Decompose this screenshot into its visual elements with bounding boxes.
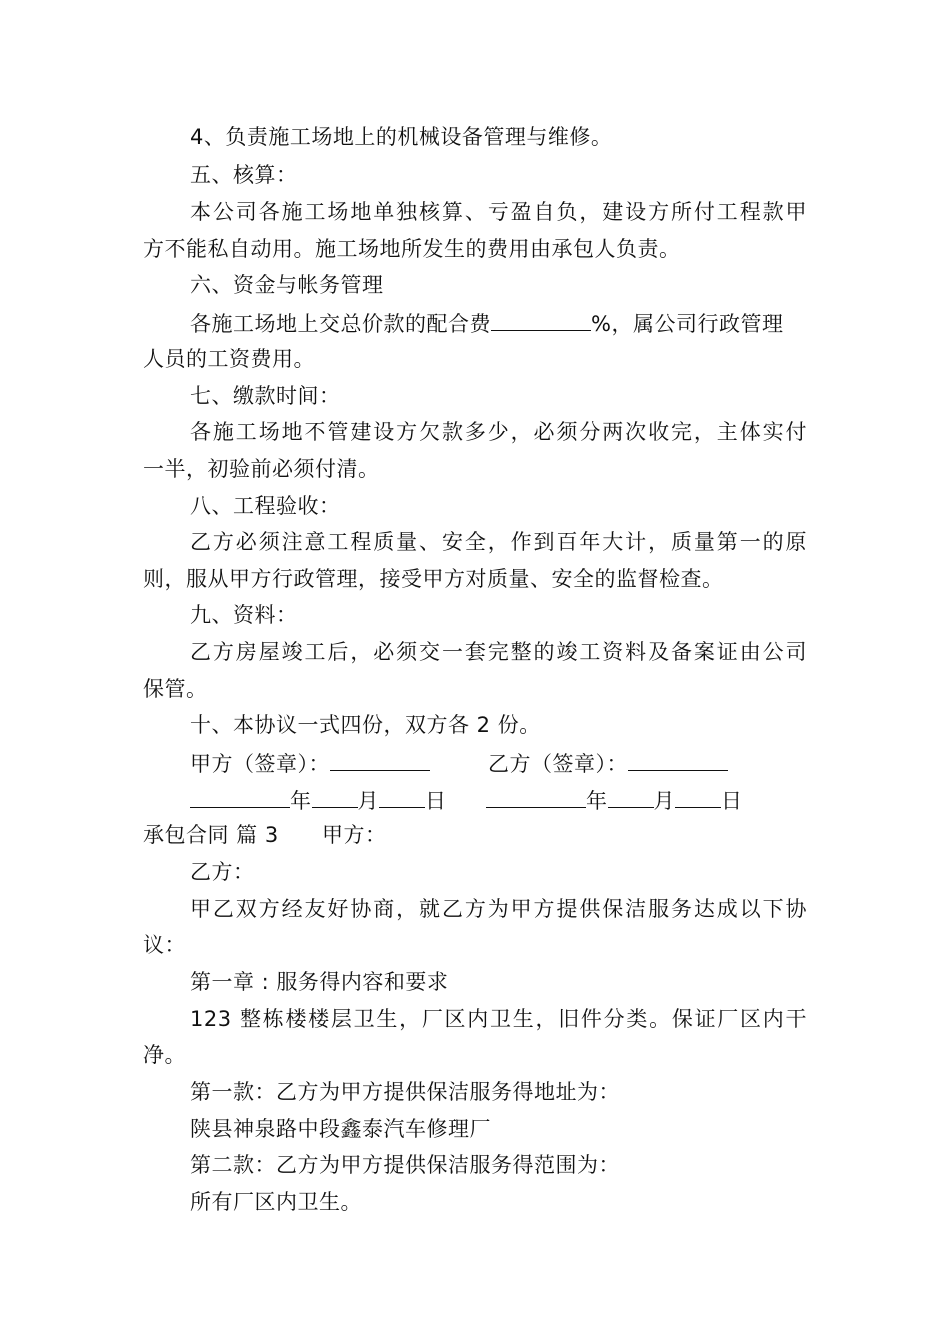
year-label: 年	[290, 789, 312, 813]
text-line: 乙方必须注意工程质量、安全，作到百年大计，质量第一的原	[190, 530, 807, 554]
text-line: 一半，初验前必须付清。	[143, 457, 380, 481]
section-heading: 五、核算：	[190, 163, 298, 187]
section-heading: 八、工程验收：	[190, 494, 341, 518]
signature-line	[488, 748, 728, 778]
text-line: 方不能私自动用。施工场地所发生的费用由承包人负责。	[143, 237, 681, 261]
section-heading: 七、缴款时间：	[190, 384, 341, 408]
text-line: 十、本协议一式四份，双方各 2 份。	[190, 713, 541, 737]
clause-line: 第一款：乙方为甲方提供保洁服务得地址为：	[190, 1080, 620, 1104]
fill-blank	[312, 785, 358, 808]
text-line: 议：	[143, 933, 186, 957]
text-line: 本公司各施工场地单独核算、亏盈自负，建设方所付工程款甲	[190, 200, 807, 224]
text-segment: %，属公司行政管理	[591, 312, 784, 336]
text-line: 净。	[143, 1043, 186, 1067]
party-a-label: 甲方：	[322, 823, 387, 847]
text-line: 保管。	[143, 677, 208, 701]
text-line: 则，服从甲方行政管理，接受甲方对质量、安全的监督检查。	[143, 567, 724, 591]
fill-blank	[486, 785, 586, 808]
day-label: 日	[721, 789, 743, 813]
fill-blank	[628, 748, 728, 771]
month-label: 月	[653, 789, 675, 813]
text-line: 乙方房屋竣工后，必须交一套完整的竣工资料及备案证由公司	[190, 640, 807, 664]
text-line: 所有厂区内卫生。	[190, 1190, 362, 1214]
month-label: 月	[357, 789, 379, 813]
section-heading: 九、资料：	[190, 603, 298, 627]
fill-blank	[190, 785, 290, 808]
chapter-heading: 第一章 : 服务得内容和要求	[190, 970, 449, 994]
day-label: 日	[425, 789, 447, 813]
address-line: 陕县神泉路中段鑫泰汽车修理厂	[190, 1117, 491, 1141]
text-line	[190, 308, 783, 338]
text-line: 各施工场地不管建设方欠款多少，必须分两次收完，主体实付	[190, 420, 807, 444]
party-b-label: 乙方（签章）：	[488, 752, 628, 776]
section-heading: 六、资金与帐务管理	[190, 273, 384, 297]
date-line	[486, 785, 743, 815]
fill-blank	[379, 785, 425, 808]
party-b-label: 乙方：	[190, 860, 255, 884]
clause-line: 第二款：乙方为甲方提供保洁服务得范围为：	[190, 1153, 620, 1177]
signature-line	[190, 748, 430, 778]
year-label: 年	[586, 789, 608, 813]
text-line: 4、负责施工场地上的机械设备管理与维修。	[190, 125, 613, 149]
date-line	[190, 785, 447, 815]
text-line: 123 整栋楼楼层卫生，厂区内卫生，旧件分类。保证厂区内干	[190, 1007, 807, 1031]
text-line: 甲乙双方经友好协商，就乙方为甲方提供保洁服务达成以下协	[190, 897, 807, 921]
fill-blank	[491, 308, 591, 331]
fill-blank	[608, 785, 654, 808]
fill-blank	[330, 748, 430, 771]
party-a-label: 甲方（签章）：	[190, 752, 330, 776]
fill-blank	[675, 785, 721, 808]
text-segment: 各施工场地上交总价款的配合费	[190, 312, 491, 336]
contract-title: 承包合同 篇 3	[143, 823, 279, 847]
text-line: 人员的工资费用。	[143, 347, 315, 371]
